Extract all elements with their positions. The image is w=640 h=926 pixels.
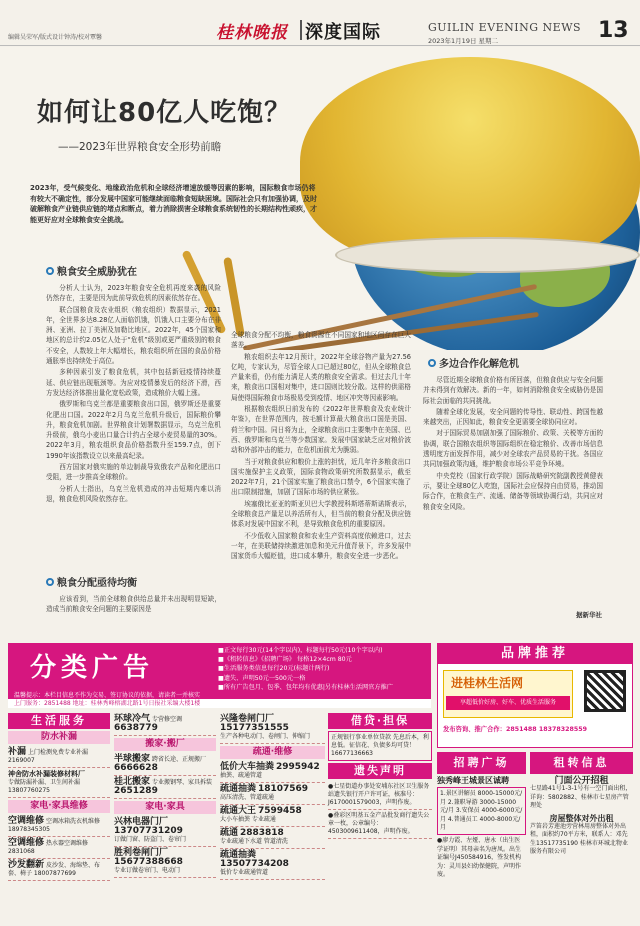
- article-headline: 如何让80亿人吃饱？: [37, 98, 292, 128]
- article-subhead: ——2023年世界粮食安全形势前瞻: [58, 141, 222, 153]
- ad-item: [220, 805, 325, 827]
- paragraph: 尽管近期全球粮食价格有所回落，但粮食供应与安全问题并未得到有效解决。新的一年，如何消除粮食安全威胁仍是国际社会面临的共同挑战。: [423, 376, 603, 405]
- section-title: 深度国际: [305, 22, 381, 43]
- ad-text: 空调冰箱洗衣机维修 18978345305: [8, 818, 100, 833]
- header-divider: [300, 20, 302, 40]
- ad-phone: 2883818: [239, 828, 284, 838]
- ad-item: [220, 713, 325, 744]
- ad-name: 环球冷气: [114, 714, 151, 724]
- paragraph: 根据粮农组织日前发布的《2022年世界粮食及农业统计年鉴》，在世界范围内，按毛额计算最大粮食出口国是美国、荷兰和中国。同日将为止，全球粮食出口主要集中在美国、巴西、俄罗斯和乌克兰等少数国家。发展中国家缺乏应对粮价波动和外部冲击的能力，在危机面前尤为脆弱。: [231, 405, 411, 455]
- sub-heading: 家电·家具: [114, 801, 216, 814]
- brand-recommend-box: [437, 643, 633, 748]
- rate-line: ■所有广告包月、包季、包年均有优惠|另有桂林生活网官方推广: [218, 683, 393, 691]
- rent-column: [530, 777, 633, 919]
- rate-line: ■《租转信息》《招聘广场》 每格12×4cm 80元: [218, 656, 352, 664]
- ads-column: [114, 713, 216, 919]
- ad-name: 补漏: [8, 747, 27, 757]
- paragraph: 对于国际贸易加剧加强了国际粮价、政策、关税等方面的协调，联合国粮农组织等国际组织在稳定粮价、改善市场信息透明度方面发挥作用，减少对全球农产品贸易的干扰。各国应共同加强政策沟通，维护粮食市场公平竞争环境。: [423, 429, 603, 469]
- ad-item: [114, 713, 216, 736]
- loan-heading: 借贷·担保: [328, 713, 432, 729]
- loan-ad: 正规银行事业单位贷款 先息后本，利息低。征信花、负债多均可贷！16677136663: [328, 731, 432, 761]
- brand-title: 品牌推荐: [438, 644, 632, 664]
- paragraph: 粮农组织去年12月预计，2022年全球谷物产量为27.56亿吨，专家认为，尽管全球人口已超过80亿，但从全球粮食总产量来看，仍有能力满足人类的粮食安全需求。但过去几十年来，粮食出口国相对集中，进口国则比较分散。这样的供需格局使得国际粮食市场极易受到疫情、地区冲突等因素影响。: [231, 352, 411, 402]
- ad-text: 专业疏通下水道 管道清洗: [220, 838, 288, 845]
- ad-name: 低价大车抽粪: [220, 762, 275, 772]
- sub-heading: 搬家·搬厂: [114, 738, 216, 751]
- paragraph: 分析人士认为，2023年粮食安全危机再度来袭的风险仍然存在，主要是因为此前导致危机的因素依然存在。: [46, 284, 221, 303]
- rent-item-title: 房屋整体对外出租: [549, 813, 614, 823]
- ad-item: [114, 776, 216, 799]
- ad-name: 疏通大王: [220, 806, 257, 816]
- section-heading-text: 粮食安全威胁犹在: [57, 267, 137, 278]
- recruit-title: 招聘广场: [437, 752, 526, 774]
- ad-item: [220, 761, 325, 783]
- ad-name: 半球搬家: [114, 754, 151, 764]
- ad-name: 空调维修: [8, 816, 45, 826]
- ad-text: 热水器空调维修 2831068: [8, 840, 88, 855]
- sub-heading: 家电·家具维修: [8, 800, 110, 813]
- ad-text: 专营修空调: [151, 716, 182, 723]
- rent-item-text: 七星路41号1-3-1号有一空门面出租，详询：5802882、桂林市七星房产管理处: [530, 785, 632, 810]
- ad-text: 订做门窗、防盗门、卷帘门: [114, 836, 187, 843]
- section-heading: [428, 355, 519, 370]
- recruit-company: 独秀峰王城景区诚聘: [437, 776, 509, 785]
- rate-line: ■正文每行30元(14个字以内)，标题每行50元(10个字以内): [218, 647, 383, 654]
- classified-notice: 温馨提示：本栏目信息不作为交易、签订协议的依据，请读者一并核实: [14, 692, 201, 699]
- article-column: [231, 330, 411, 620]
- ad-name: 胜利卷闸门厂: [114, 848, 169, 858]
- paragraph: 全球粮食分配不均衡，粮食资源在不同国家和地区间存在巨大落差。: [231, 331, 411, 350]
- ad-item: [114, 753, 216, 776]
- paragraph: 西方国家对俄实施的单边制裁导致俄农产品和化肥出口受阻，进一步推高全球粮价。: [46, 463, 221, 482]
- section-heading-text: 粮食分配亟待均衡: [57, 578, 137, 589]
- paragraph: 中央党校（国家行政学院）国际战略研究院副教授黄健表示，要让全球80亿人吃饱，国际社会应保持自由贸易，推动国际合作，在粮食生产、流通、储备等领域协调行动，共同应对粮食安全风险。: [423, 471, 603, 511]
- paragraph: 分析人士指出，乌克兰危机造成的冲击短期内难以消退，粮食危机风险依然存在。: [46, 484, 221, 503]
- ad-phone: 15177351555: [220, 723, 289, 733]
- ads-column: [220, 713, 325, 919]
- classified-rates: [218, 646, 428, 692]
- brand-site-name: 进桂林生活网: [451, 676, 524, 690]
- page-number: 13: [598, 18, 629, 43]
- rent-item-title: 门面公开招租: [554, 776, 609, 786]
- ad-item: [220, 827, 325, 849]
- ad-name: 沙发翻新: [8, 860, 45, 870]
- paragraph: 不少低收入国家粮食和农业生产资料高度依赖进口，过去一年，在美联储持续激进加息和美元升值背景下，许多发展中国家货币大幅贬值，进口成本攀升，粮食安全进一步恶化。: [231, 531, 411, 561]
- ad-text: 生产各种电动门、卷闸门、伸缩门: [220, 733, 311, 740]
- ad-phone: 6638779: [114, 723, 158, 733]
- ad-item: [220, 783, 325, 805]
- ad-text: 抽粪、疏通管道: [220, 772, 263, 779]
- ad-text: 低价专业疏通管道: [220, 869, 269, 876]
- rent-title: 租转信息: [530, 752, 633, 774]
- ad-item: [8, 859, 110, 881]
- paragraph: 应该看到，当前全球粮食供给总量并未出现明显短缺，造成当前粮食安全问题的主要原因是: [46, 595, 221, 614]
- article-byline: 据新华社: [576, 611, 602, 619]
- paragraph: 随着全球化发展，安全问题的传导性、联动性、跨国性越来越突出，正因如此，粮食安全更需要全球协同应对。: [423, 407, 603, 427]
- page-header: [0, 0, 640, 46]
- brand-slogan: 享超低价好房、好车、优质生活服务: [446, 696, 570, 710]
- ad-phone: 18107569: [257, 784, 309, 794]
- rent-item-text: 芦笛岩芳莲池旁营林用房整体对外出租，面积约70平方米，联系人：邓先生13517735190 桂林市环城北物业服务有限公司: [530, 823, 628, 856]
- paragraph: 俄罗斯和乌克兰都是重要粮食出口国，俄罗斯还是重要化肥出口国。2022年2月乌克兰危机升级后，国际粮价攀升，粮食危机加剧。世界粮食计划署数据显示，乌克兰危机升级前，俄乌小麦出口量合计约占全球小麦贸易量的30%。2022年3月，粮农组织食品价格指数升至159.7点，创下1990年该指数设立以来最高纪录。: [46, 400, 221, 460]
- english-masthead: GUILIN EVENING NEWS: [428, 21, 582, 34]
- ad-name: 疏通抽粪: [220, 850, 257, 860]
- bowl-rim: [335, 237, 640, 273]
- article-lead: 2023年，受气候变化、地缘政治危机和全球经济增速放缓等因素的影响，国际粮食市场仍将有较大不确定性，部分发展中国家可能继续面临粮食短缺困境。国际社会只有加强协调，及时破解粮食产业链供应链的堵点和断点，着力消除损害全球粮食系统韧性的长期结构性顽疾，才能更好应对全球粮食安全挑战。: [30, 184, 317, 224]
- ad-phone: 2995942: [275, 762, 320, 772]
- ad-phone: 13707731209: [114, 826, 183, 836]
- paragraph: 当于对粮食供应和粮价上涨的担忧，近几年许多粮食出口国实施保护主义政策，国际食物政策研究所数据显示，截至2022年7月，21个国家实施了粮食出口禁令，6个国家实施了出口限制措施，加剧了国际市场的供应紧张。: [231, 457, 411, 497]
- sub-heading: 防水补漏: [8, 731, 110, 744]
- article-column: [423, 375, 603, 605]
- wheat-stalk: [223, 257, 245, 337]
- classified-address: 上门服务：2851488 地址：桂林秀峰榕湖北路1号日报社采编大楼1楼: [8, 699, 431, 708]
- paragraph: 联合国粮食及农业组织（粮农组织）数据显示，2021年，全世界多达8.28亿人面临饥饿，饥饿人口主要分布在非洲、亚洲、拉丁美洲及加勒比地区。2022年，45个国家和地区的总计约2.05亿人处于“危机”级别或更严重级别的粮食不安全，人数较上年大幅增长，粮农组织所在国的食品价格通胀率也持续处于高位。: [46, 305, 221, 366]
- issue-date: 2023年1月19日 星期二: [428, 37, 499, 45]
- ad-item: [114, 816, 216, 847]
- classified-title: 分类广告: [30, 653, 155, 683]
- article-column: [46, 594, 221, 616]
- ad-text: 上门检测免费专业补漏 2169007: [8, 749, 88, 764]
- section-heading: [46, 574, 137, 589]
- paragraph: 埃塞俄比亚亚的斯亚贝巴大学教授科斯塔蒂斯诺斯表示，全球粮食总产量足以养活所有人，但当前的粮食分配及供应链体系对发展中国家不利，是导致粮食危机的重要原因。: [231, 499, 411, 529]
- ad-text: 高压清洗、管道疏通: [220, 794, 275, 801]
- ad-phone: 2651289: [114, 786, 158, 796]
- ad-text: 专业搬钢琴、家具拆装: [151, 779, 212, 786]
- ad-text: 专做防漏补漏、卫生间补漏 13807760275: [8, 779, 81, 794]
- ad-phone: 13507734208: [220, 859, 289, 869]
- ad-phone: 6666628: [114, 763, 158, 773]
- bullet-icon: [46, 267, 54, 275]
- rice-pile-illustration: [300, 57, 640, 267]
- ads-column: [328, 713, 432, 919]
- recruit-column: [437, 777, 526, 919]
- editor-credits: 编辑吴荣军/版式设计钟涛/校对覃馨: [8, 34, 103, 41]
- ad-name: 兴林电器门厂: [114, 817, 169, 827]
- ad-name: 兴隆卷闸门厂: [220, 714, 275, 724]
- life-service-column: [8, 729, 110, 919]
- recruit-jobs: 1.景区讲解员 8000-15000元/月 2.兼职导游 3000-15000元/月 3.安保员 4000-6000元/月 4.普通员工 4000-8000元/月: [437, 787, 526, 835]
- lost-notice-heading: 遗失声明: [328, 763, 432, 779]
- lost-notice: ●七星街道办事处安埔东社区卫生服务站遗失银行开户许可证，核准号：J6170001579003，声明作废。: [328, 781, 432, 810]
- lost-notice: ●叠彩区明基五金产品批发商行遗失公章一枚，公章编号：4503009611408，声明作废。: [328, 810, 432, 839]
- ad-name: 空调维修: [8, 838, 45, 848]
- paragraph: 多种因素引发了粮食危机，其中包括新冠疫情持续蔓延、供应链出现瓶颈等。为应对疫情暴发后的经济下滑，西方发达经济体推出量化宽松政策，造成粮价大幅上涨。: [46, 368, 221, 397]
- ad-item: [8, 837, 110, 859]
- ad-name: 疏通: [220, 828, 239, 838]
- rate-line: ■生活服务类信息每行20元(标题计两行): [218, 665, 330, 673]
- ad-phone: 7599458: [257, 806, 302, 816]
- sub-heading: 疏通·维修: [220, 746, 325, 759]
- qr-code-icon: [584, 670, 626, 712]
- ad-name: 桂北搬家: [114, 777, 151, 787]
- ad-item: [8, 746, 110, 768]
- ad-text: 皮沙发、海绵垫、布套、椅子 18007877699: [8, 862, 100, 877]
- article-column: [46, 283, 221, 568]
- ad-name: 疏通抽粪: [220, 784, 257, 794]
- ad-text: 专业订做卷帘门、电动门: [114, 867, 181, 874]
- recruit-notice: ●廖力霞、左娅、唐永（出生医学证明）其母亲名为唐凤。出生证编号J450584916，签发机构为：灵川县妇幼保健院，声明作废。: [437, 837, 522, 879]
- ad-name: 神舍防水补漏装修材料厂: [8, 770, 85, 778]
- ad-text: 大小车抽粪 专业疏通: [220, 816, 276, 823]
- ad-text: 跨省长途、正规搬厂: [151, 756, 206, 763]
- life-service-title: 生活服务: [8, 713, 110, 729]
- classified-banner: [8, 643, 431, 708]
- bullet-icon: [428, 359, 436, 367]
- rate-line: ■遗失、声明50元一500元一格: [218, 674, 306, 682]
- ad-item: [8, 815, 110, 837]
- newspaper-logo: 桂林晚报: [216, 23, 288, 43]
- ad-item: [114, 847, 216, 878]
- section-heading-text: 多边合作化解危机: [439, 359, 519, 370]
- ad-phone: 15677388668: [114, 857, 183, 867]
- section-heading: [46, 263, 137, 278]
- brand-phone: 发布咨询、推广合作：2851488 18378328559: [443, 726, 588, 733]
- ad-item: [8, 768, 110, 798]
- ad-item: [220, 849, 325, 880]
- bullet-icon: [46, 578, 54, 586]
